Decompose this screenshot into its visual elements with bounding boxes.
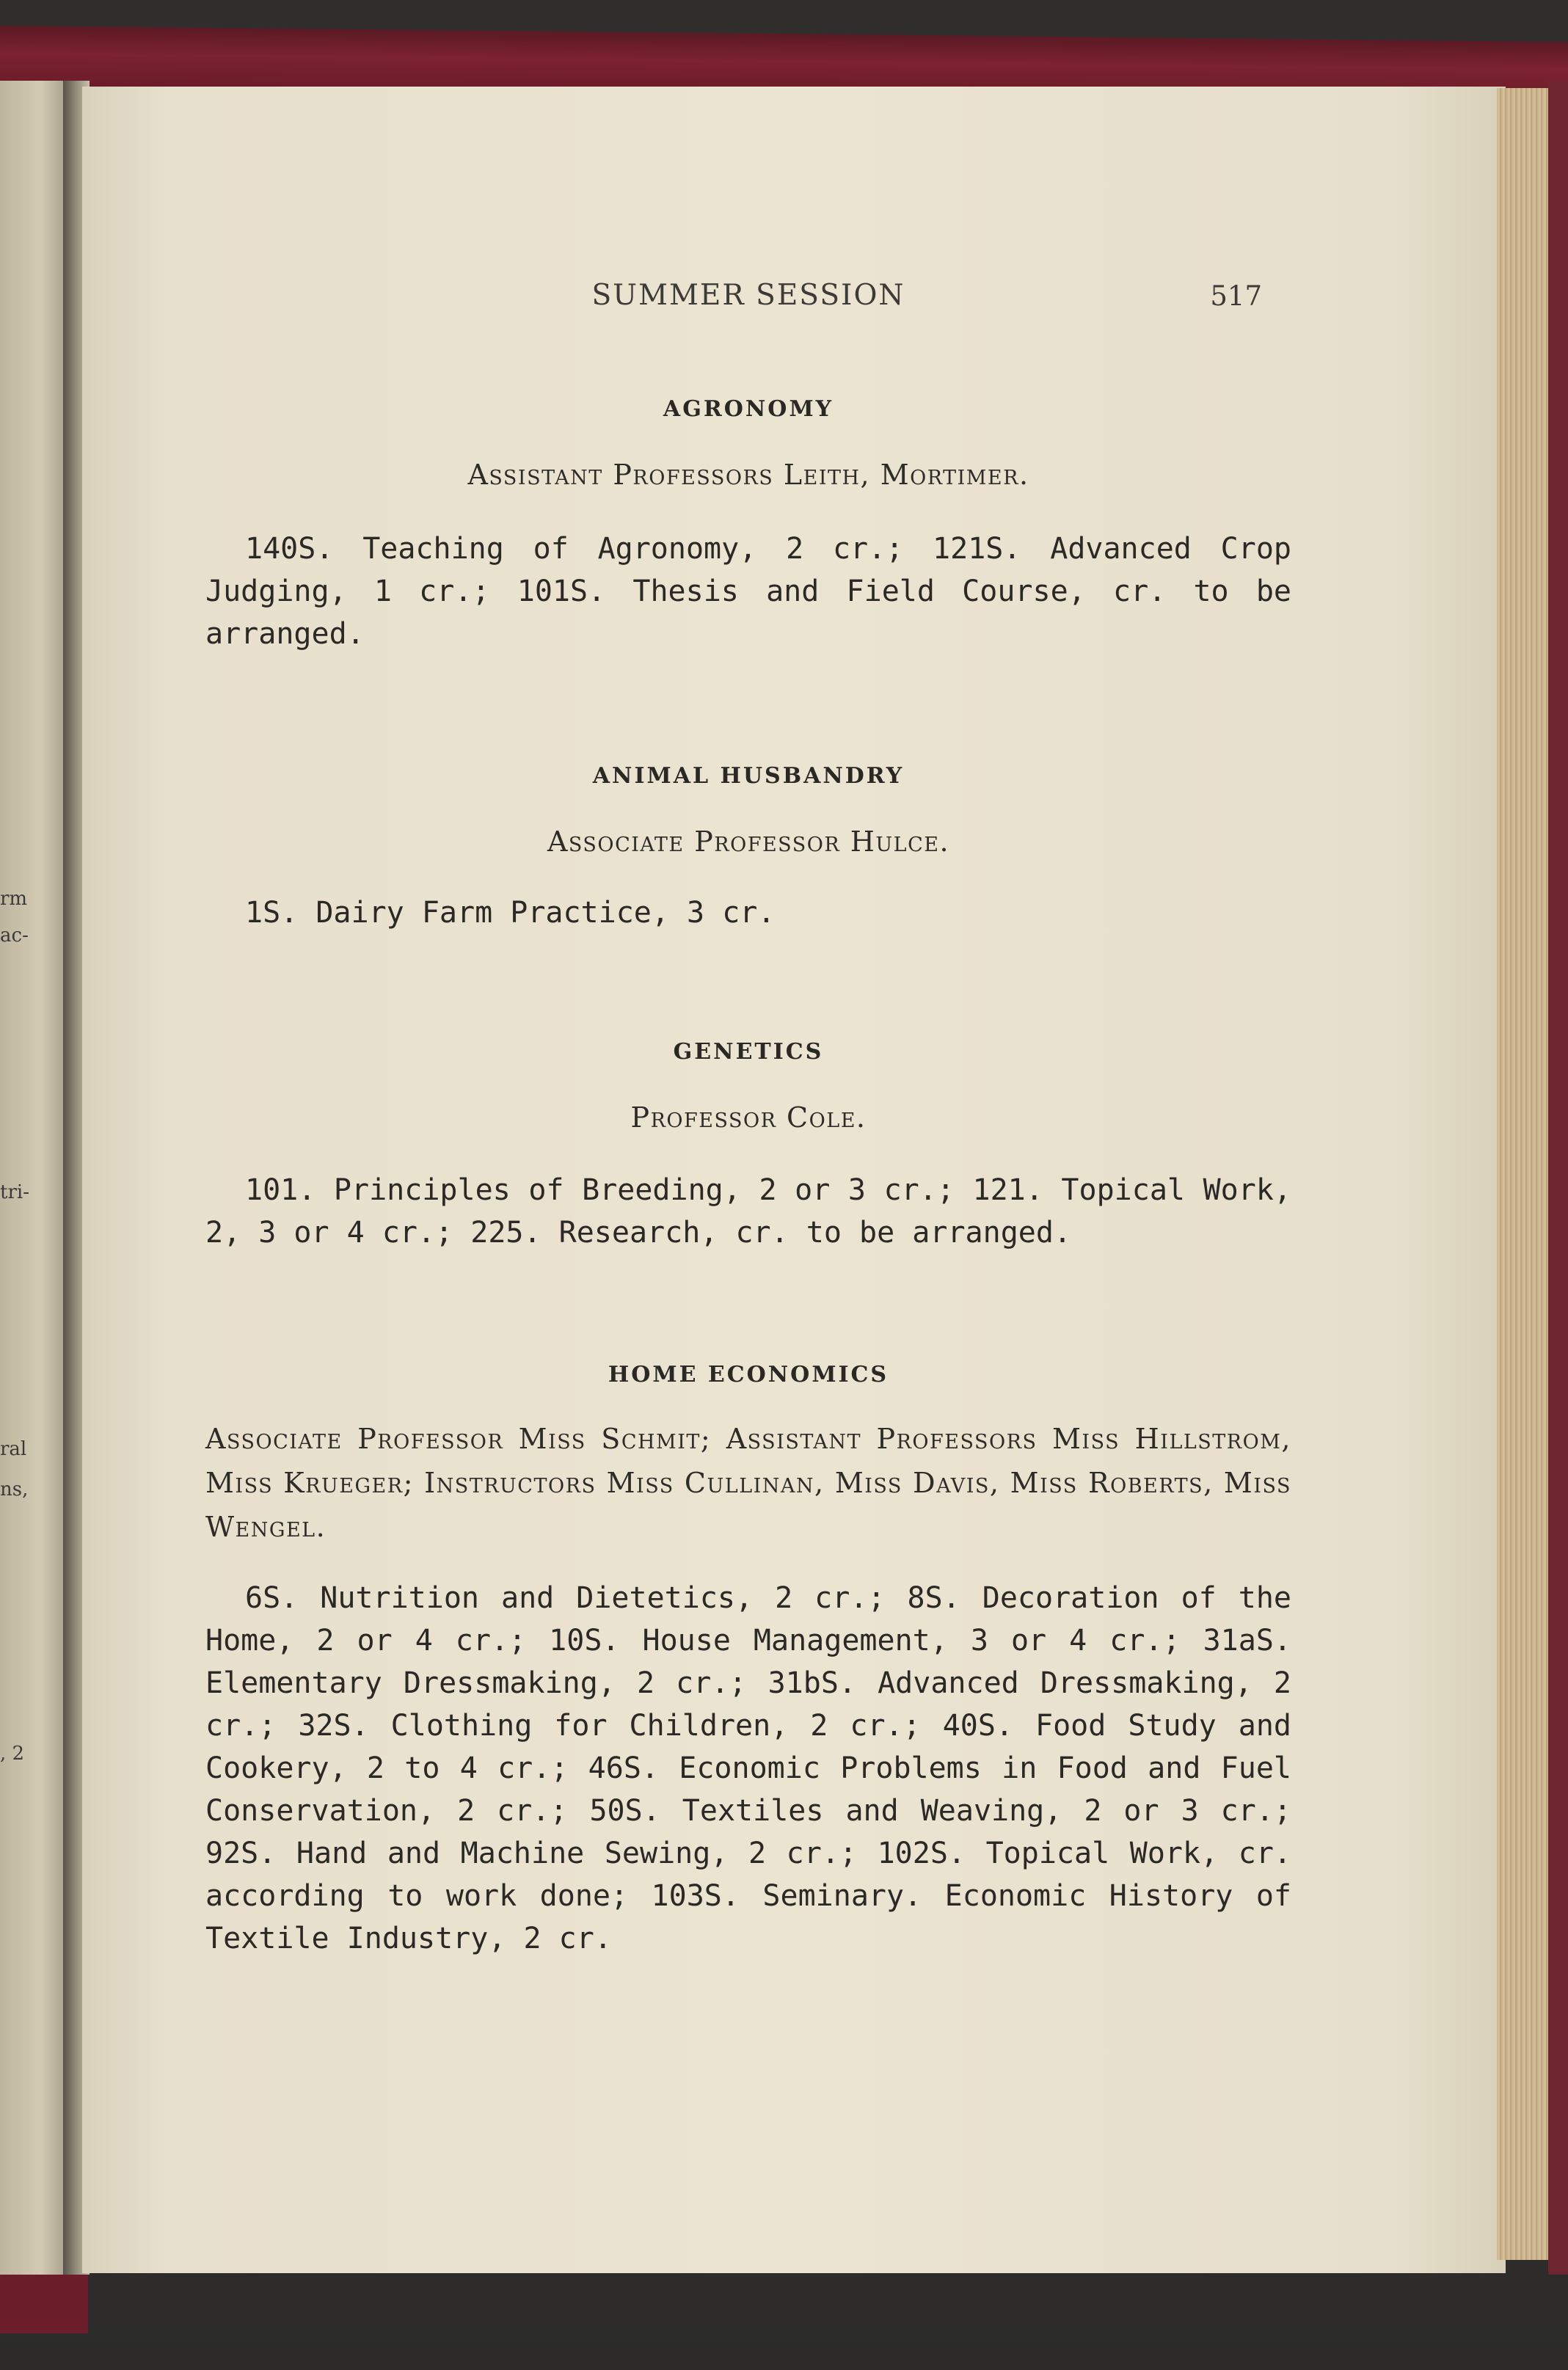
prev-page-fragment: rm (0, 888, 28, 910)
section-heading: AGRONOMY (663, 396, 834, 422)
prev-page-fragment: ral (0, 1438, 27, 1460)
page-edges-stack (1497, 88, 1552, 2260)
running-head (205, 279, 1291, 323)
faculty-line: Professor Cole. (630, 1101, 867, 1134)
section-animal-husbandry (205, 763, 1291, 934)
section-genetics (205, 1039, 1291, 1254)
faculty-block: Associate Professor Miss Schmit; Assistant Professors Miss Hillstrom, Miss Krueger; Instructors Miss Cullinan, Miss Davis, Miss Roberts, Miss Wengel. (205, 1423, 1291, 1543)
course-listing: 6S. Nutrition and Dietetics, 2 cr.; 8S. Decoration of the Home, 2 or 4 cr.; 10S. House Management, 3 or 4 cr.; 31aS. Elementary Dressmaking, 2 cr.; 31bS. Advanced Dressmaking, 2 cr.; 32S. Clothing for Children, 2 cr.; 40S. Food Study and Cookery, 2 to 4 cr.; 46S. Economic Problems in Food and Fuel Conservation, 2 cr.; 50S. Textiles and Weaving, 2 or 3 cr.; 92S. Hand and Machine Sewing, 2 cr.; 102S. Topical Work, cr. according to work done; 103S. Seminary. Economic History of Textile Industry, 2 cr. (205, 1581, 1291, 1955)
prev-page-fragment: , 2 (0, 1743, 25, 1765)
book-cover-right-edge (1548, 81, 1568, 2275)
course-listing: 101. Principles of Breeding, 2 or 3 cr.; 121. Topical Work, 2, 3 or 4 cr.; 225. Research, cr. to be arranged. (205, 1173, 1291, 1250)
section-home-economics (205, 1362, 1291, 1960)
page-number: 517 (1210, 280, 1262, 312)
section-heading: ANIMAL HUSBANDRY (592, 763, 905, 789)
section-agronomy (205, 396, 1291, 655)
section-heading: GENETICS (673, 1039, 824, 1065)
running-title: SUMMER SESSION (591, 279, 905, 312)
prev-page-fragment: ac- (0, 925, 29, 947)
course-listing: 140S. Teaching of Agronomy, 2 cr.; 121S. Advanced Crop Judging, 1 cr.; 101S. Thesis and Field Course, cr. to be arranged. (205, 532, 1291, 651)
prev-page-fragment: ns, (0, 1478, 29, 1501)
faculty-line: Associate Professor Hulce. (547, 825, 950, 858)
prev-page-fragment: tri- (0, 1181, 29, 1203)
faculty-line: Assistant Professors Leith, Mortimer. (467, 459, 1029, 491)
section-heading: HOME ECONOMICS (608, 1362, 889, 1388)
previous-page-sliver (0, 81, 68, 2275)
course-listing: 1S. Dairy Farm Practice, 3 cr. (245, 896, 776, 930)
